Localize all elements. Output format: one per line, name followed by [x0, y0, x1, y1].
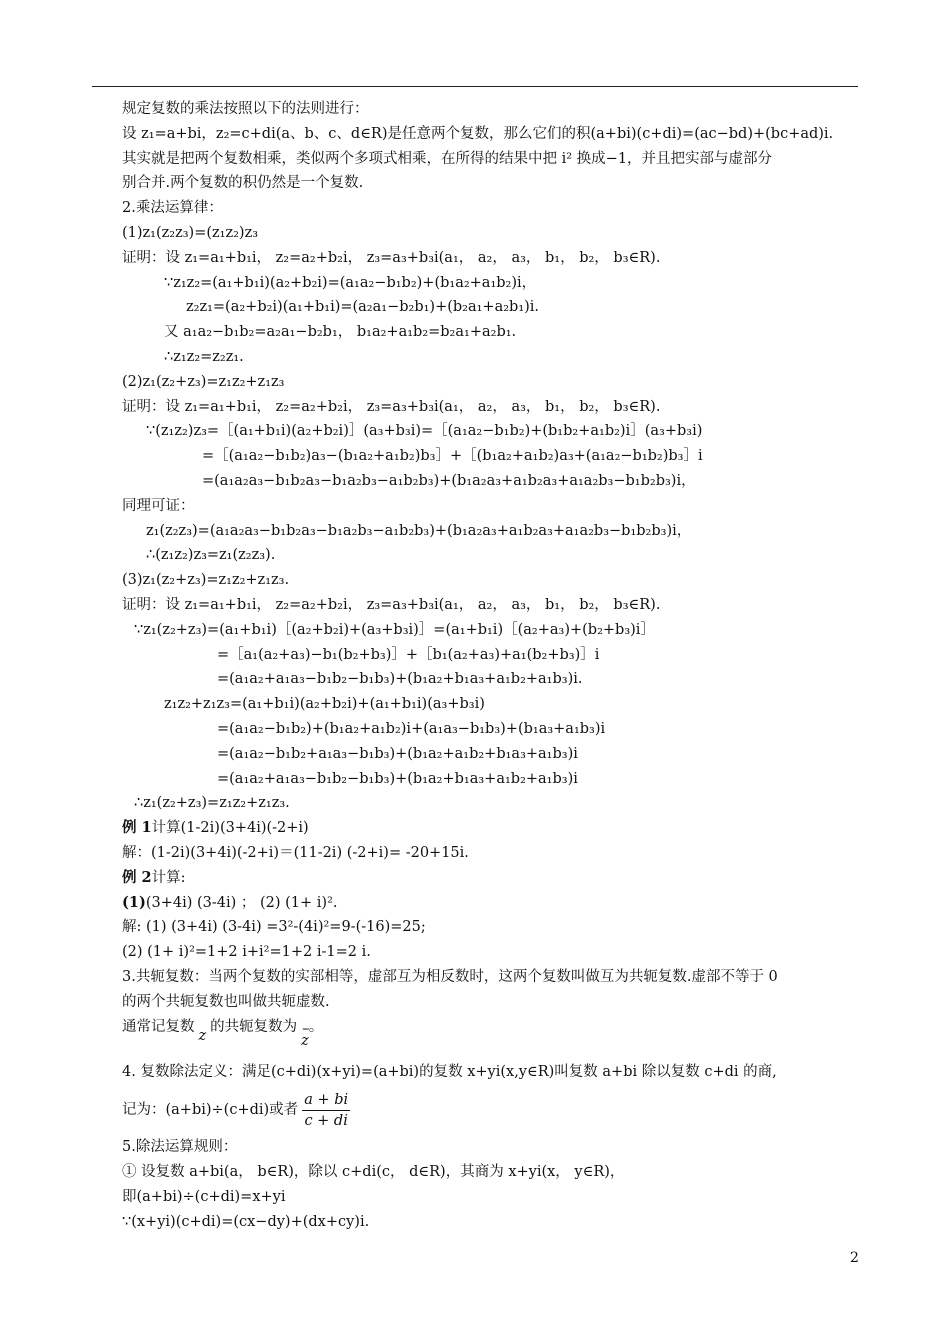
conjugate-definition: 3.共轭复数：当两个复数的实部相等，虚部互为相反数时，这两个复数叫做互为共轭复数.虚部不等于 0: [122, 968, 778, 985]
proof-line: ∵(z₁z₂)z₃=［(a₁+b₁i)(a₂+b₂i)］(a₃+b₃i)=［(a₁a₂−b₁b₂)+(b₁b₂+a₁b₂)i］(a₃+b₃i): [146, 423, 703, 440]
formula-line: (3)z₁(z₂+z₃)=z₁z₂+z₁z₃.: [122, 572, 290, 589]
example-2-parts: [122, 891, 862, 916]
page-number: 2: [850, 1250, 859, 1266]
notation-text: 记为：(a+bi)÷(c+di)或者: [122, 1102, 299, 1119]
proof-line: z₁(z₂z₃)=(a₁a₂a₃−b₁b₂a₃−b₁a₂b₃−a₁b₂b₃)+(b₁a₂a₃+a₁b₂a₃+a₁a₂b₃−b₁b₂b₃)i，: [146, 522, 692, 539]
proof-line: =(a₁a₂−b₁b₂+a₁a₃−b₁b₃)+(b₁a₂+a₁b₂+b₁a₃+a₁b₃)i: [217, 745, 578, 762]
notation-text: 的共轭复数为: [210, 1019, 298, 1036]
example-2-solution-2: (2) (1+ i)²=1+2 i+i²=1+2 i-1=2 i.: [122, 944, 371, 961]
rule-line: ∵(x+yi)(c+di)=(cx−dy)+(dx+cy)i.: [122, 1213, 370, 1230]
proof-line: ∴z₁(z₂+z₃)=z₁z₂+z₁z₃.: [134, 795, 290, 812]
notation-text: 通常记复数: [122, 1019, 195, 1036]
rule-line: ① 设复数 a+bi(a， b∈R)，除以 c+di(c， d∈R)，其商为 x+yi(x， y∈R)，: [122, 1164, 625, 1181]
proof-line: z₁z₂+z₁z₃=(a₁+b₁i)(a₂+b₂i)+(a₁+b₁i)(a₃+b₃i): [164, 696, 485, 713]
proof-line: 证明：设 z₁=a₁+b₁i， z₂=a₂+b₂i， z₃=a₃+b₃i(a₁， a₂， a₃， b₁， b₂， b₃∈R).: [122, 596, 661, 613]
proof-line: =［(a₁a₂−b₁b₂)a₃−(b₁a₂+a₁b₂)b₃］+［(b₁a₂+a₁b₂)a₃+(a₁a₂−b₁b₂)b₃］i: [202, 448, 703, 465]
section-heading: 2.乘法运算律：: [122, 200, 223, 217]
rule-line: 即(a+bi)÷(c+di)=x+yi: [122, 1188, 286, 1205]
division-notation: [122, 1085, 862, 1135]
proof-line: z₂z₁=(a₂+b₂i)(a₁+b₁i)=(a₂a₁−b₂b₁)+(b₂a₁+a₂b₁)i.: [186, 299, 540, 316]
proof-line: ∴z₁z₂=z₂z₁.: [164, 348, 244, 365]
proof-line: 证明：设 z₁=a₁+b₁i， z₂=a₂+b₂i， z₃=a₃+b₃i(a₁， a₂， a₃， b₁， b₂， b₃∈R).: [122, 249, 661, 266]
formula-line: (2)z₁(z₂+z₃)=z₁z₂+z₁z₃: [122, 373, 285, 390]
proof-line: ∵z₁(z₂+z₃)=(a₁+b₁i)［(a₂+b₂i)+(a₃+b₃i)］=(a₁+b₁i)［(a₂+a₃)+(b₂+b₃)i］: [134, 621, 655, 638]
example-text: 计算(1-2i)(3+4i)(-2+i): [151, 820, 309, 837]
notation-end: 。: [308, 1019, 324, 1036]
example-1: [122, 816, 862, 841]
text-line: 设 z₁=a+bi，z₂=c+di(a、b、c、d∈R)是任意两个复数，那么它们的积(a+bi)(c+di)=(ac−bd)+(bc+ad)i.: [122, 125, 834, 142]
conjugate-notation: [122, 1014, 862, 1048]
z-conjugate-symbol: [301, 1016, 310, 1050]
fraction: [302, 1090, 350, 1131]
proof-line: ∵z₁z₂=(a₁+b₁i)(a₂+b₂i)=(a₁a₂−b₁b₂)+(b₁a₂+a₁b₂)i，: [164, 274, 537, 291]
z-symbol: z: [198, 1028, 207, 1045]
text-line: 规定复数的乘法按照以下的法则进行：: [122, 101, 369, 117]
example-2-solution-1: 解: (1) (3+4i) (3-4i) =3²-(4i)²=9-(-16)=25;: [122, 919, 426, 936]
z-conjugate-letter: z: [301, 1033, 309, 1050]
division-definition: 4. 复数除法定义：满足(c+di)(x+yi)=(a+bi)的复数 x+yi(x,y∈R)叫复数 a+bi 除以复数 c+di 的商,: [122, 1064, 777, 1081]
header-rule: [92, 86, 858, 87]
proof-line: =(a₁a₂+a₁a₃−b₁b₂−b₁b₃)+(b₁a₂+b₁a₃+a₁b₂+a₁b₃)i: [217, 770, 578, 787]
overline-mark: –: [302, 1021, 310, 1038]
conjugate-definition-cont: 的两个共轭复数也叫做共轭虚数.: [122, 993, 330, 1010]
fraction-numerator: a + bi: [302, 1090, 350, 1111]
proof-line: =［a₁(a₂+a₃)−b₁(b₂+b₃)］+［b₁(a₂+a₃)+a₁(b₂+b₃)］i: [217, 646, 600, 663]
proof-line: =(a₁a₂+a₁a₃−b₁b₂−b₁b₃)+(b₁a₂+b₁a₃+a₁b₂+a₁b₃)i.: [217, 671, 583, 688]
part-label: (1): [122, 893, 146, 911]
proof-line: =(a₁a₂a₃−b₁b₂a₃−b₁a₂b₃−a₁b₂b₃)+(b₁a₂a₃+a₁b₂a₃+a₁a₂b₃−b₁b₂b₃)i，: [202, 472, 696, 489]
example-2: [122, 866, 862, 891]
proof-line: =(a₁a₂−b₁b₂)+(b₁a₂+a₁b₂)i+(a₁a₃−b₁b₃)+(b₁a₃+a₁b₃)i: [217, 720, 606, 737]
proof-line: 又 a₁a₂−b₁b₂=a₂a₁−b₂b₁， b₁a₂+a₁b₂=b₂a₁+a₂b₁.: [164, 324, 517, 341]
fraction-denominator: c + di: [304, 1112, 348, 1129]
example-text: 计算:: [151, 869, 186, 886]
parts-text: (3+4i) (3-4i) ； (2) (1+ i)².: [145, 894, 338, 911]
text-line: 同理可证：: [122, 497, 195, 514]
text-line: 其实就是把两个复数相乘，类似两个多项式相乘，在所得的结果中把 i² 换成−1，并且把实部与虚部分: [122, 150, 773, 167]
example-label: 例 1: [122, 819, 152, 837]
proof-line: 证明：设 z₁=a₁+b₁i， z₂=a₂+b₂i， z₃=a₃+b₃i(a₁， a₂， a₃， b₁， b₂， b₃∈R).: [122, 398, 661, 415]
example-1-solution: 解：(1-2i)(3+4i)(-2+i)＝(11-2i) (-2+i)= -20+15i.: [122, 844, 469, 861]
text-line: 别合并.两个复数的积仍然是一个复数.: [122, 175, 364, 192]
formula-line: (1)z₁(z₂z₃)=(z₁z₂)z₃: [122, 224, 259, 241]
proof-line: ∴(z₁z₂)z₃=z₁(z₂z₃).: [146, 547, 276, 564]
document-body: [122, 97, 862, 1234]
example-label: 例 2: [122, 868, 152, 886]
section-heading: 5.除法运算规则：: [122, 1139, 238, 1156]
